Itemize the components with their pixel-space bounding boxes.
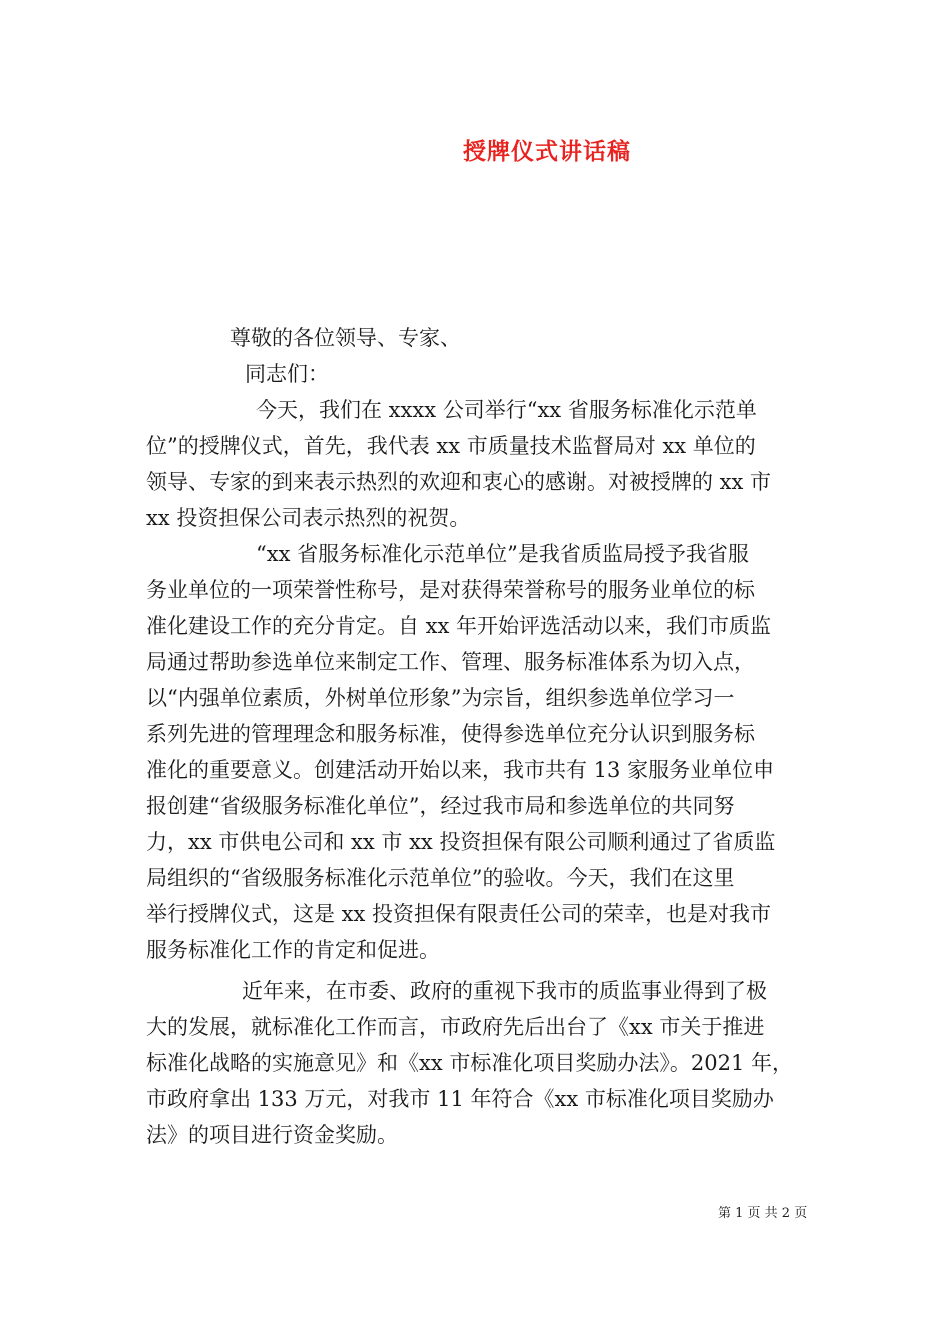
paragraph-line: 力，xx 市供电公司和 xx 市 xx 投资担保有限公司顺利通过了省质监 — [146, 830, 776, 854]
page-number-footer: 第 1 页 共 2 页 — [718, 1206, 808, 1221]
paragraph-line: 举行授牌仪式，这是 xx 投资担保有限责任公司的荣幸，也是对我市 — [146, 902, 772, 926]
paragraph-line: 准化的重要意义。创建活动开始以来，我市共有 13 家服务业单位申 — [146, 758, 775, 782]
paragraph-line: 系列先进的管理理念和服务标准，使得参选单位充分认识到服务标 — [146, 722, 755, 746]
paragraph-line: 务业单位的一项荣誉性称号，是对获得荣誉称号的服务业单位的标 — [146, 578, 755, 602]
paragraph-line: xx 投资担保公司表示热烈的祝贺。 — [146, 506, 471, 530]
paragraph-line: 法》的项目进行资金奖励。 — [146, 1123, 398, 1147]
paragraph-line: 今天，我们在 xxxx 公司举行“xx 省服务标准化示范单 — [256, 398, 757, 422]
paragraph-line: 位”的授牌仪式，首先，我代表 xx 市质量技术监督局对 xx 单位的 — [146, 434, 756, 458]
paragraph-line: 报创建“省级服务标准化单位”，经过我市局和参选单位的共同努 — [146, 794, 735, 818]
paragraph-line: “xx 省服务标准化示范单位”是我省质监局授予我省服 — [256, 542, 749, 566]
paragraph-line: 局通过帮助参选单位来制定工作、管理、服务标准体系为切入点， — [146, 650, 755, 674]
paragraph-line: 以“内强单位素质，外树单位形象”为宗旨，组织参选单位学习一 — [146, 686, 735, 710]
paragraph-line: 准化建设工作的充分肯定。自 xx 年开始评选活动以来，我们市质监 — [146, 614, 772, 638]
paragraph-line: 近年来，在市委、政府的重视下我市的质监事业得到了极 — [242, 979, 767, 1003]
document-body — [146, 320, 808, 1153]
paragraph-line: 标准化战略的实施意见》和《xx 市标准化项目奖励办法》。2021 年， — [146, 1051, 793, 1075]
paragraph-line: 大的发展，就标准化工作而言，市政府先后出台了《xx 市关于推进 — [146, 1015, 765, 1039]
paragraph-line: 市政府拿出 133 万元，对我市 11 年符合《xx 市标准化项目奖励办 — [146, 1087, 774, 1111]
document-title: 授牌仪式讲话稿 — [463, 139, 631, 165]
paragraph-line: 局组织的“省级服务标准化示范单位”的验收。今天，我们在这里 — [146, 866, 735, 890]
paragraph-line: 服务标准化工作的肯定和促进。 — [146, 938, 440, 962]
paragraph-line: 领导、专家的到来表示热烈的欢迎和衷心的感谢。对被授牌的 xx 市 — [146, 470, 772, 494]
salutation-line: 尊敬的各位领导、专家、 — [230, 326, 461, 350]
salutation-line: 同志们： — [245, 362, 329, 386]
